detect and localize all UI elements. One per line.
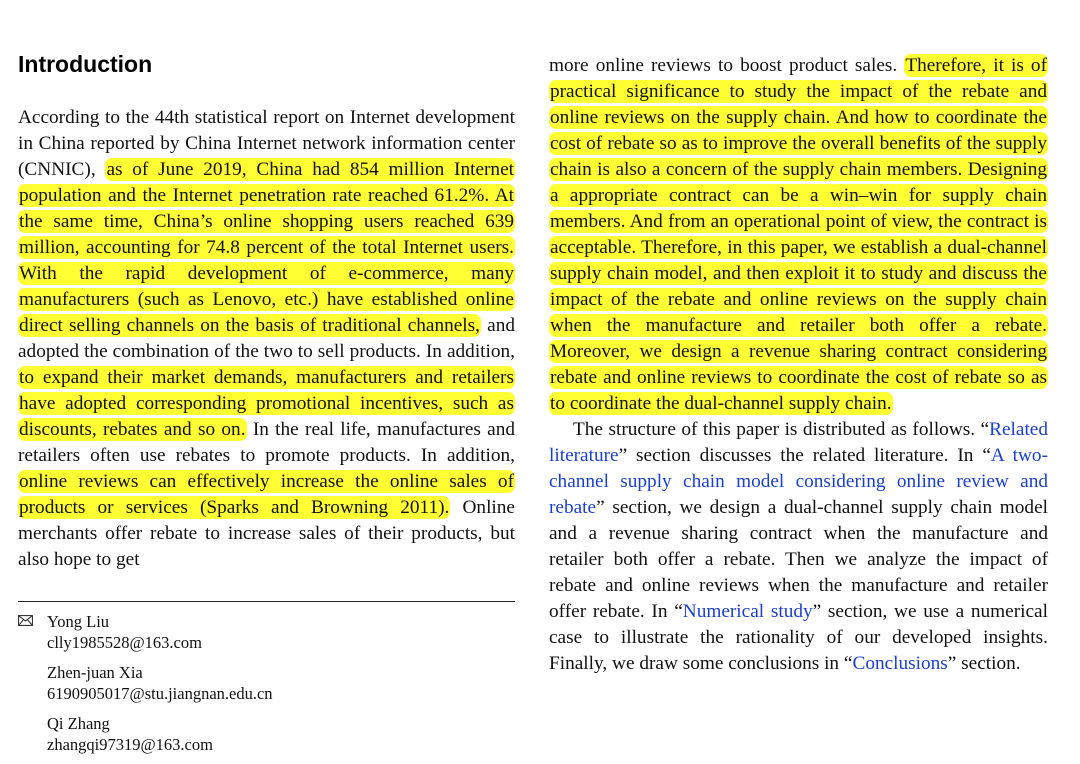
text-run: ” section. xyxy=(947,653,1021,674)
highlight: to expand their market demands, manufacturers and retailers have adopted corresponding promotional incentives, such as discounts, rebates and so on. xyxy=(19,367,514,440)
link-related-literature[interactable]: Related literature xyxy=(549,419,1048,466)
text-run: ” section, we use a numerical case to illustrate the rationality of our developed insights. Finally, we draw some conclusions in “ xyxy=(549,601,1048,674)
text-run: and adopted the combination of the two to sell products. In addition, xyxy=(18,315,515,362)
text-run: ” section, we design a dual-channel supply chain model and a revenue sharing contract when the manufacture and retailer both offer a rebate. Then we analyze the impact of rebate and online reviews when the manufacture and retailer offer rebate. In “ xyxy=(549,497,1048,622)
highlight: Therefore, it is of practical significance to study the impact of the rebate and online reviews on the supply chain. And how to coordinate the cost of rebate so as to improve the overall benefits of the supply chain is also a concern of the supply chain members. Designing a appropriate contract can be a win–win for supply chain members. And from an operational point of view, the contract is acceptable. Therefore, in this paper, we establish a dual-channel supply chain model, and then exploit it to study and discuss the impact of the rebate and online reviews on the supply chain when the manufacture and retailer both offer a rebate. Moreover, we design a revenue sharing contract considering rebate and online reviews to coordinate the cost of rebate so as to coordinate the dual-channel supply chain. xyxy=(550,55,1047,414)
text-run: more online reviews to boost product sales. xyxy=(549,55,905,76)
highlight: online reviews can effectively increase the online sales of products or services (Sparks and Browning 2011). xyxy=(19,471,514,518)
envelope-icon xyxy=(18,615,33,626)
author-entry xyxy=(47,662,515,704)
right-column xyxy=(549,53,1048,677)
link-numerical-study[interactable]: Numerical study xyxy=(682,601,813,622)
author-email[interactable]: clly1985528@163.com xyxy=(47,633,202,652)
link-conclusions[interactable]: Conclusions xyxy=(852,653,948,674)
right-paragraph-2 xyxy=(549,417,1048,677)
highlight: as of June 2019, China had 854 million Internet population and the Internet penetration rate reached 61.2%. At the same time, China’s online shopping users reached 639 million, accounting for 74.8 percent of the total Internet users. With the rapid development of e-commerce, many manufacturers (such as Lenovo, etc.) have established online direct selling channels on the basis of traditional channels, xyxy=(19,159,514,336)
author-entry xyxy=(47,611,515,653)
author-email[interactable]: 6190905017@stu.jiangnan.edu.cn xyxy=(47,684,273,703)
footnote-rule xyxy=(18,601,515,602)
link-two-channel-model[interactable]: A two-channel supply chain model considering online review and rebate xyxy=(549,445,1048,518)
text-run: Online merchants offer rebate to increase sales of their products, but also hope to get xyxy=(18,497,515,570)
right-paragraph-1 xyxy=(549,53,1048,417)
text-run: The structure of this paper is distributed as follows. “ xyxy=(573,419,990,440)
text-run: According to the 44th statistical report on Internet development in China reported by China Internet network information center (CNNIC), xyxy=(18,107,515,180)
left-column-paragraph xyxy=(18,105,515,573)
author-name: Qi Zhang xyxy=(47,714,110,733)
section-heading: Introduction xyxy=(18,51,153,77)
text-run: In the real life, manufactures and retailers often use rebates to promote products. In addition, xyxy=(18,419,516,466)
author-name: Yong Liu xyxy=(47,612,110,631)
author-name: Zhen-juan Xia xyxy=(47,663,143,682)
text-run: ” section discusses the related literature. In “ xyxy=(618,445,991,466)
author-email[interactable]: zhangqi97319@163.com xyxy=(47,735,213,754)
author-entry xyxy=(47,713,515,755)
author-footnote xyxy=(18,611,515,764)
